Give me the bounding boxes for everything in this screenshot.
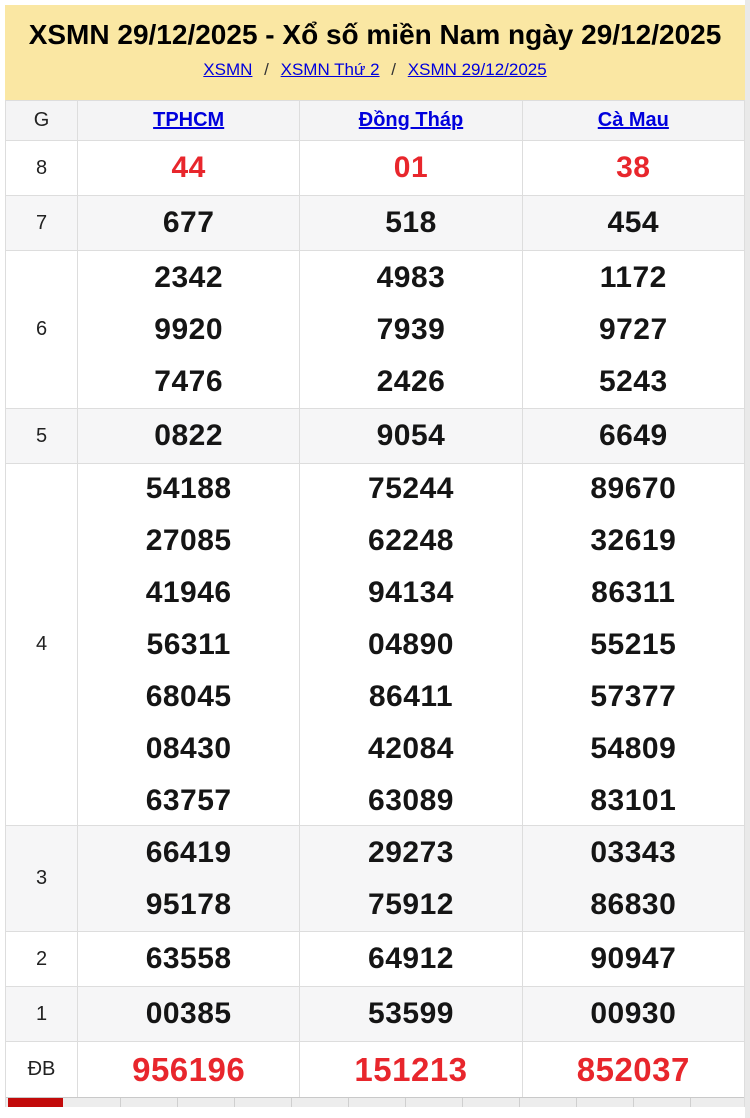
prize-number: 44 <box>171 151 206 184</box>
prize-number: 63089 <box>368 783 454 817</box>
breadcrumb-link-xsmn-date[interactable]: XSMN 29/12/2025 <box>407 60 547 79</box>
scrollbar-track[interactable] <box>745 0 750 1118</box>
prize-numbers-cell <box>78 987 300 1041</box>
prize-row-5 <box>6 408 744 463</box>
stats-cell <box>633 1098 690 1107</box>
prize-number: 956196 <box>132 1050 246 1088</box>
prize-numbers-cell <box>523 409 744 463</box>
prize-label: 1 <box>6 987 78 1041</box>
breadcrumb-link-xsmn-thu-2[interactable]: XSMN Thứ 2 <box>280 60 380 79</box>
prize-numbers-cell <box>300 932 522 986</box>
prize-numbers-cell <box>523 932 744 986</box>
prize-numbers-cell <box>300 987 522 1041</box>
province-header-cell <box>523 101 744 140</box>
prize-number: 00930 <box>590 997 677 1030</box>
prize-number: 04890 <box>368 627 454 661</box>
prize-row-2 <box>6 931 744 986</box>
prize-number: 677 <box>162 206 215 239</box>
prize-column-corner-label: G <box>6 101 78 140</box>
page-title: XSMN 29/12/2025 - Xổ số miền Nam ngày 29/12/2025 <box>28 19 722 50</box>
prize-number: 55215 <box>590 627 677 661</box>
prize-number: 6649 <box>598 419 668 452</box>
prize-label: 6 <box>6 251 78 408</box>
prize-numbers-cell <box>523 141 744 195</box>
prize-number: 42084 <box>368 731 454 765</box>
results-table-header <box>6 100 744 140</box>
prize-row-6 <box>6 250 744 408</box>
prize-number: 9054 <box>376 419 446 452</box>
prize-number: 00385 <box>145 997 232 1030</box>
prize-number: 68045 <box>145 679 232 713</box>
prize-numbers-cell <box>300 826 522 931</box>
prize-number: 64912 <box>368 942 454 975</box>
prize-numbers-cell <box>523 826 744 931</box>
stats-cell <box>462 1098 519 1107</box>
prize-number: 56311 <box>146 627 231 661</box>
prize-numbers-cell <box>78 826 300 931</box>
prize-label: 5 <box>6 409 78 463</box>
prize-numbers-cell <box>78 141 300 195</box>
prize-row-4 <box>6 463 744 825</box>
breadcrumb-link-xsmn[interactable]: XSMN <box>203 60 253 79</box>
prize-number: 54809 <box>590 731 677 765</box>
prize-label: ĐB <box>6 1042 78 1097</box>
prize-number: 852037 <box>576 1050 690 1088</box>
prize-label: 4 <box>6 464 78 825</box>
prize-number: 03343 <box>590 835 677 869</box>
prize-numbers-cell <box>78 409 300 463</box>
prize-number: 62248 <box>368 523 454 557</box>
breadcrumb-separator: / <box>264 60 269 79</box>
prize-numbers-cell <box>78 932 300 986</box>
prize-number: 66419 <box>145 835 232 869</box>
prize-number: 75912 <box>368 887 454 921</box>
prize-number: 95178 <box>145 887 232 921</box>
prize-number: 0822 <box>154 419 224 452</box>
stats-cell <box>576 1098 633 1107</box>
prize-numbers-cell <box>78 251 300 408</box>
prize-number: 9920 <box>154 312 224 346</box>
prize-row-ĐB <box>6 1041 744 1097</box>
prize-number: 7476 <box>154 364 224 398</box>
stats-cells <box>63 1098 744 1107</box>
prize-number: 5243 <box>598 364 668 398</box>
results-table <box>5 100 745 1107</box>
prize-number: 08430 <box>145 731 232 765</box>
prize-row-1 <box>6 986 744 1041</box>
prize-numbers-cell <box>523 987 744 1041</box>
stats-cell <box>177 1098 234 1107</box>
prize-numbers-cell <box>300 141 522 195</box>
prize-label: 8 <box>6 141 78 195</box>
prize-number: 63558 <box>145 942 232 975</box>
prize-numbers-cell <box>523 1042 744 1097</box>
prize-label: 3 <box>6 826 78 931</box>
prize-number: 57377 <box>590 679 677 713</box>
prize-numbers-cell <box>523 464 744 825</box>
page <box>5 5 745 1107</box>
breadcrumb-separator: / <box>391 60 397 79</box>
stats-cell <box>234 1098 291 1107</box>
prize-rows <box>6 140 744 1097</box>
page-header <box>5 5 745 100</box>
prize-number: 151213 <box>354 1050 468 1088</box>
prize-numbers-cell <box>523 251 744 408</box>
stats-cell <box>519 1098 576 1107</box>
prize-number: 7939 <box>376 312 446 346</box>
stats-cell <box>291 1098 348 1107</box>
prize-row-8 <box>6 140 744 195</box>
prize-numbers-cell <box>78 196 300 250</box>
prize-number: 2426 <box>376 364 446 398</box>
prize-label: 2 <box>6 932 78 986</box>
prize-numbers-cell <box>78 1042 300 1097</box>
prize-numbers-cell <box>523 196 744 250</box>
prize-numbers-cell <box>300 409 522 463</box>
province-header-cell <box>78 101 300 140</box>
prize-number: 01 <box>393 151 429 184</box>
prize-number: 29273 <box>368 835 454 869</box>
prize-number: 518 <box>385 206 437 239</box>
prize-number: 94134 <box>368 575 454 609</box>
prize-number: 90947 <box>590 942 677 975</box>
prize-number: 89670 <box>590 471 677 505</box>
prize-numbers-cell <box>78 464 300 825</box>
prize-number: 454 <box>607 206 660 239</box>
prize-number: 86411 <box>368 679 454 713</box>
stats-cell <box>348 1098 405 1107</box>
stats-highlight-cell <box>8 1098 63 1107</box>
stats-table-partial-row <box>6 1097 744 1107</box>
stats-cell <box>63 1098 120 1107</box>
prize-label: 7 <box>6 196 78 250</box>
prize-row-3 <box>6 825 744 931</box>
stats-cell <box>405 1098 462 1107</box>
prize-number: 4983 <box>376 260 446 294</box>
prize-numbers-cell <box>300 464 522 825</box>
prize-numbers-cell <box>300 251 522 408</box>
province-header-cell <box>300 101 522 140</box>
prize-number: 32619 <box>590 523 677 557</box>
prize-number: 54188 <box>145 471 232 505</box>
prize-number: 9727 <box>598 312 668 346</box>
prize-row-7 <box>6 195 744 250</box>
prize-numbers-cell <box>300 196 522 250</box>
prize-number: 1172 <box>599 260 667 294</box>
prize-number: 2342 <box>154 260 224 294</box>
prize-number: 38 <box>616 151 651 184</box>
breadcrumb <box>5 60 745 80</box>
prize-number: 75244 <box>368 471 454 505</box>
province-link-ca-mau[interactable]: Cà Mau <box>597 109 669 131</box>
prize-number: 41946 <box>145 575 232 609</box>
province-link-dong-thap[interactable]: Đồng Tháp <box>358 109 464 131</box>
stats-cell <box>690 1098 744 1107</box>
prize-number: 86311 <box>591 575 676 609</box>
stats-cell <box>120 1098 177 1107</box>
prize-number: 86830 <box>590 887 677 921</box>
prize-number: 27085 <box>145 523 232 557</box>
prize-number: 83101 <box>590 783 677 817</box>
prize-number: 53599 <box>368 997 454 1030</box>
prize-numbers-cell <box>300 1042 522 1097</box>
prize-number: 63757 <box>145 783 232 817</box>
province-link-tphcm[interactable]: TPHCM <box>153 109 225 131</box>
